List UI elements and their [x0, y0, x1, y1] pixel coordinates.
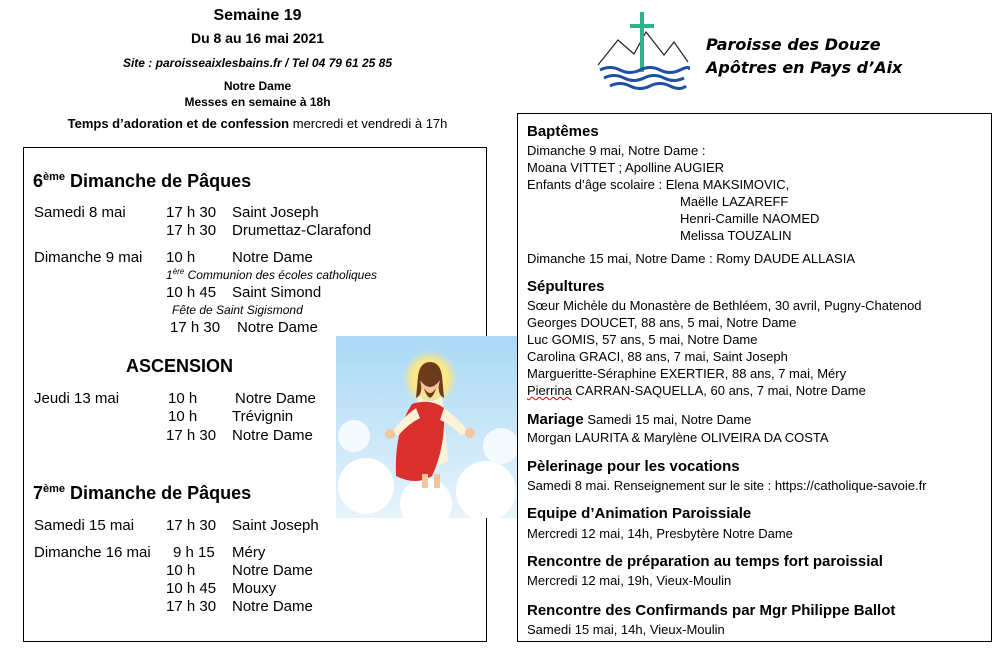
- schedule-place: Notre Dame: [232, 249, 313, 266]
- schedule-place: Mouxy: [232, 580, 277, 597]
- baptisms-line: Enfants d’âge scolaire : Elena MAKSIMOVIC,: [527, 177, 790, 192]
- schedule-day: Samedi 8 mai: [34, 204, 126, 221]
- week-title: Semaine 19: [213, 7, 302, 24]
- funerals-line: Georges DOUCET, 88 ans, 5 mai, Notre Dame: [527, 315, 797, 330]
- parish-logo-icon: [596, 10, 690, 90]
- schedule-place: Méry: [232, 544, 266, 561]
- funerals-title: Sépultures: [527, 278, 605, 295]
- schedule-time: 17 h 30: [166, 222, 217, 239]
- schedule-place: Trévignin: [232, 408, 294, 425]
- schedule-place: Saint Joseph: [232, 204, 319, 221]
- schedule-day: Samedi 15 mai: [34, 517, 135, 534]
- wedding-couple: Morgan LAURITA & Marylène OLIVEIRA DA COSTA: [527, 430, 829, 445]
- wedding-header: [527, 411, 751, 429]
- schedule-day: Dimanche 9 mai: [34, 249, 143, 266]
- schedule-time: 10 h 45: [166, 580, 217, 597]
- adoration-label: Temps d’adoration et de confession: [67, 116, 290, 131]
- schedule-time: 17 h 30: [170, 319, 221, 336]
- schedule-time: 17 h 30: [166, 427, 217, 444]
- church-name: Notre Dame: [223, 79, 292, 93]
- schedule-day: Jeudi 13 mai: [34, 390, 120, 407]
- schedule-place: Saint Joseph: [232, 517, 319, 534]
- schedule-time: 10 h: [168, 390, 198, 407]
- baptisms-line: Maëlle LAZAREFF: [680, 194, 789, 209]
- pilgrimage-title: Pèlerinage pour les vocations: [527, 458, 740, 475]
- section-7th-sunday-title: 7ème Dimanche de Pâques: [33, 483, 252, 503]
- schedule-place: Notre Dame: [235, 390, 316, 407]
- baptisms-line: Moana VITTET ; Apolline AUGIER: [527, 160, 725, 175]
- schedule-time: 10 h: [168, 408, 198, 425]
- wedding-title: Mariage: [527, 411, 584, 428]
- baptisms-line: Dimanche 15 mai, Notre Dame : Romy DAUDE ALLASIA: [527, 251, 856, 266]
- schedule-time: 10 h: [166, 562, 196, 579]
- confirmands-line: Samedi 15 mai, 14h, Vieux-Moulin: [527, 622, 725, 637]
- adoration-times: mercredi et vendredi à 17h: [289, 116, 448, 131]
- schedule-day: Dimanche 16 mai: [34, 544, 151, 561]
- preparation-line: Mercredi 12 mai, 19h, Vieux-Moulin: [527, 573, 732, 588]
- baptisms-title: Baptêmes: [527, 123, 599, 140]
- funerals-line: Carolina GRACI, 88 ans, 7 mai, Saint Joseph: [527, 349, 788, 364]
- adoration-info: [0, 116, 515, 131]
- parish-name-line2: Apôtres en Pays d’Aix: [706, 58, 903, 77]
- section-ascension-title: ASCENSION: [126, 356, 234, 376]
- section-6th-sunday-title: 6ème Dimanche de Pâques: [33, 171, 252, 191]
- schedule-time: 10 h: [166, 249, 196, 266]
- schedule-place: Notre Dame: [232, 562, 313, 579]
- funerals-line: Sœur Michèle du Monastère de Bethléem, 30 avril, Pugny-Chatenod: [527, 298, 922, 313]
- funerals-line: Margueritte-Séraphine EXERTIER, 88 ans, 7 mai, Méry: [527, 366, 847, 381]
- schedule-time: 10 h 45: [166, 284, 217, 301]
- schedule-time: 17 h 30: [166, 204, 217, 221]
- baptisms-line: Dimanche 9 mai, Notre Dame :: [527, 143, 706, 158]
- baptisms-line: Henri-Camille NAOMED: [680, 211, 820, 226]
- schedule-time: 9 h 15: [173, 544, 215, 561]
- schedule-place: Notre Dame: [237, 319, 318, 336]
- site-contact: Site : paroisseaixlesbains.fr / Tel 04 79 61 25 85: [122, 56, 393, 70]
- schedule-place: Notre Dame: [232, 598, 313, 615]
- schedule-time: 17 h 30: [166, 517, 217, 534]
- weekday-masses: Messes en semaine à 18h: [184, 95, 331, 109]
- parish-name-line1: Paroisse des Douze: [706, 35, 881, 54]
- funerals-line: Luc GOMIS, 57 ans, 5 mai, Notre Dame: [527, 332, 758, 347]
- schedule-place: Notre Dame: [232, 427, 313, 444]
- eap-line: Mercredi 12 mai, 14h, Presbytère Notre Dame: [527, 526, 793, 541]
- wedding-when: Samedi 15 mai, Notre Dame: [583, 412, 752, 427]
- risen-christ-illustration-icon: [336, 336, 518, 518]
- schedule-note: Fête de Saint Sigismond: [172, 303, 303, 317]
- pilgrimage-line: Samedi 8 mai. Renseignement sur le site : https://catholique-savoie.fr: [527, 478, 927, 493]
- schedule-place: Saint Simond: [232, 284, 322, 301]
- baptisms-line: Melissa TOUZALIN: [680, 228, 792, 243]
- confirmands-title: Rencontre des Confirmands par Mgr Philippe Ballot: [527, 602, 896, 619]
- funerals-line: Pierrina CARRAN-SAQUELLA, 60 ans, 7 mai, Notre Dame: [527, 383, 866, 398]
- schedule-note: 1ère Communion des écoles catholiques: [166, 267, 378, 282]
- date-range: Du 8 au 16 mai 2021: [190, 30, 325, 46]
- schedule-time: 17 h 30: [166, 598, 217, 615]
- eap-title: Equipe d’Animation Paroissiale: [527, 505, 752, 522]
- schedule-place: Drumettaz-Clarafond: [232, 222, 372, 239]
- parish-name: [706, 33, 902, 79]
- preparation-title: Rencontre de préparation au temps fort paroissial: [527, 553, 883, 570]
